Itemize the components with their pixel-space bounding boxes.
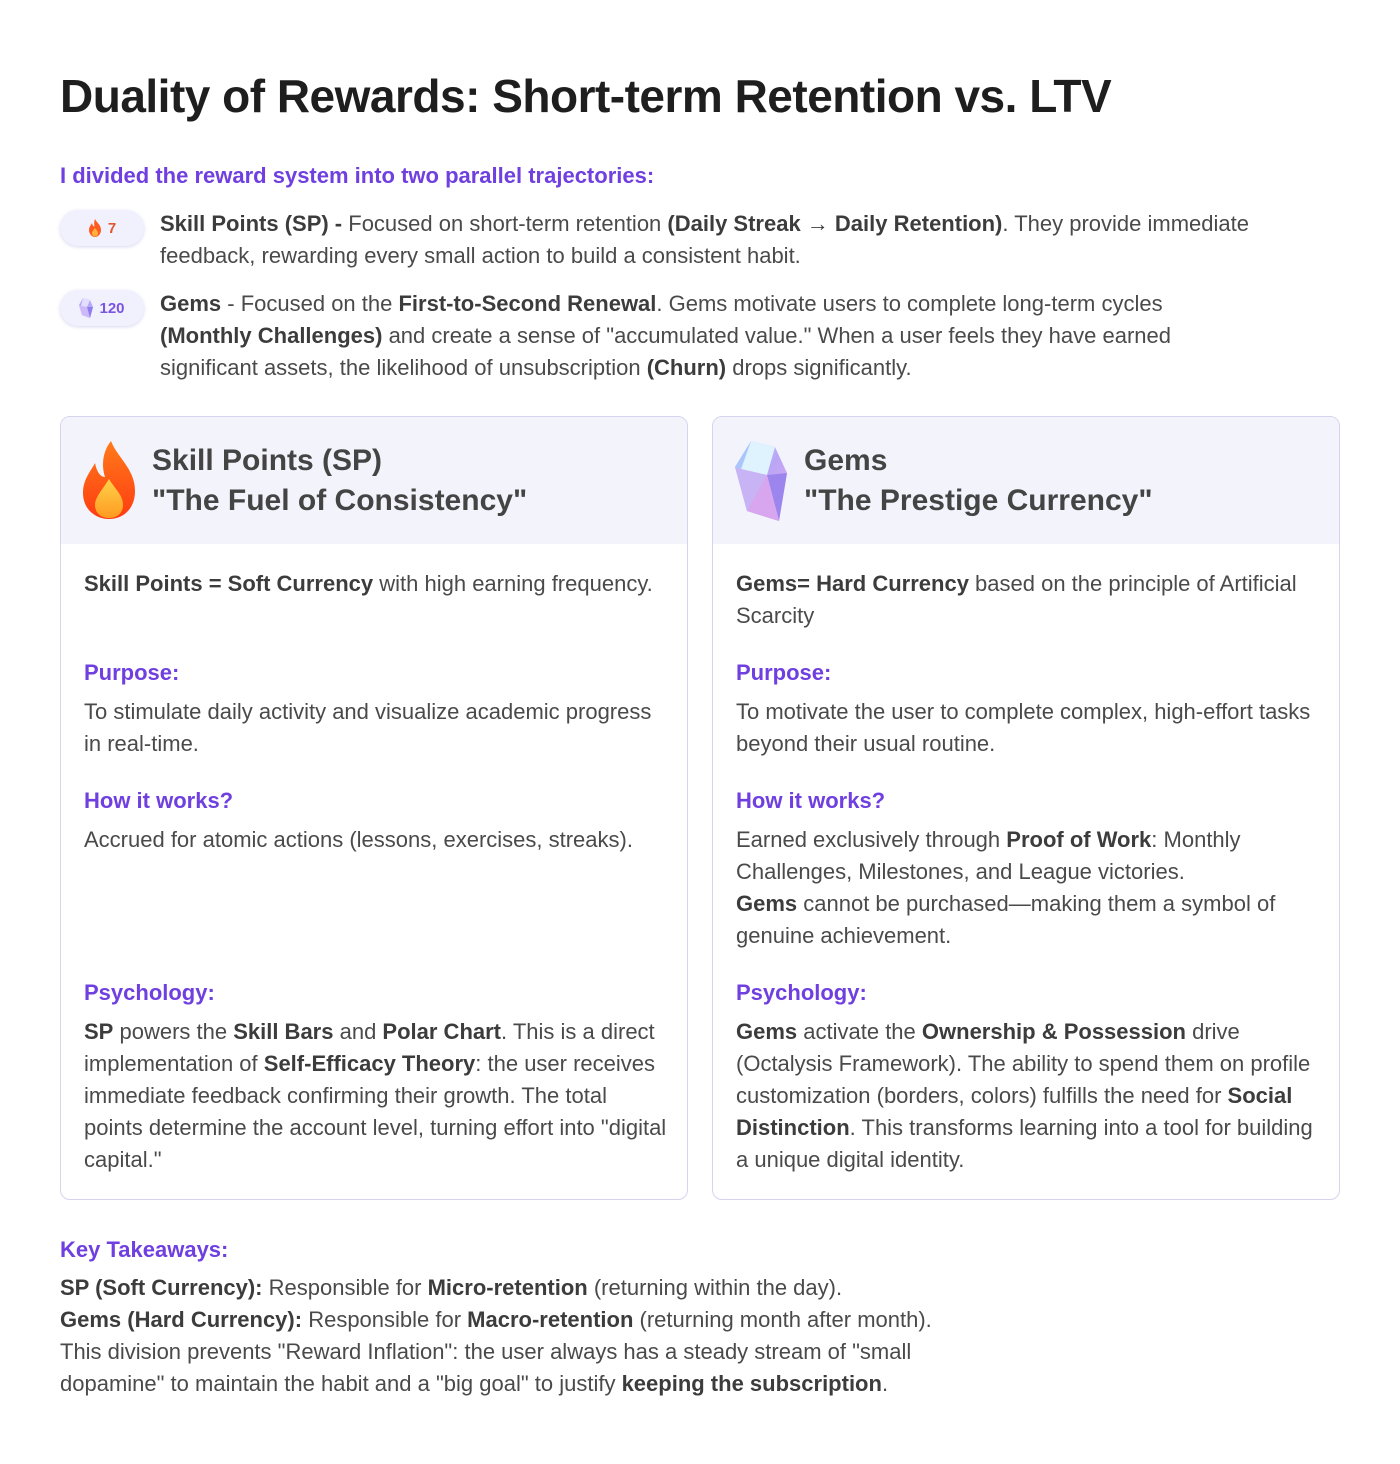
gems-how-text: Earned exclusively through Proof of Work: Monthly Challenges, Milestones, and League victories. Gems cannot be purchased—making them a symbol of genuine achievement. xyxy=(736,827,1276,948)
gems-purpose-text: To motivate the user to complete complex, high-effort tasks beyond their usual routine. xyxy=(736,699,1311,756)
gem-icon xyxy=(733,439,789,523)
gems-card-intro: Gems= Hard Currency based on the principle of Artificial Scarcity xyxy=(736,571,1297,628)
gem-icon xyxy=(79,298,93,318)
sp-psychology-label: Psychology: xyxy=(84,980,215,1005)
sp-psychology-text: SP powers the Skill Bars and Polar Chart. This is a direct implementation of Self-Efficacy Theory: the user receives immediate feedback confirming their growth. The total points determine the account level, turning effort into "digital capital." xyxy=(84,1019,667,1172)
gems-badge-value: 120 xyxy=(99,299,125,317)
sp-badge-value: 7 xyxy=(107,219,117,237)
key-takeaways-text xyxy=(60,1272,1020,1400)
sp-purpose-text: To stimulate daily activity and visualize academic progress in real-time. xyxy=(84,699,652,756)
sp-badge xyxy=(60,210,144,246)
fire-icon xyxy=(81,439,137,523)
takeaway-sp: SP (Soft Currency): Responsible for Micro-retention (returning within the day). xyxy=(60,1275,843,1300)
sp-card xyxy=(60,416,688,1200)
gems-card-title: Gems "The Prestige Currency" xyxy=(804,444,1153,517)
sp-purpose-label: Purpose: xyxy=(84,660,180,685)
sp-card-intro: Skill Points = Soft Currency with high earning frequency. xyxy=(84,571,653,596)
gems-how-label: How it works? xyxy=(736,788,886,813)
intro-text: I divided the reward system into two parallel trajectories: xyxy=(60,163,655,188)
takeaway-gems: Gems (Hard Currency): Responsible for Macro-retention (returning month after month). xyxy=(60,1307,932,1332)
gems-card xyxy=(712,416,1340,1200)
sp-card-title: Skill Points (SP) "The Fuel of Consistency" xyxy=(152,444,528,517)
gems-purpose-label: Purpose: xyxy=(736,660,832,685)
key-takeaways-label: Key Takeaways: xyxy=(60,1237,229,1262)
fire-icon xyxy=(88,219,102,237)
gems-badge xyxy=(60,290,144,326)
gems-card-header xyxy=(713,417,1339,544)
sp-how-label: How it works? xyxy=(84,788,234,813)
gems-psychology-text: Gems activate the Ownership & Possession drive (Octalysis Framework). The ability to spend them on profile customization (borders, colors) fulfills the need for Social Distinction. This transforms learning into a tool for building a unique digital identity. xyxy=(736,1019,1313,1172)
sp-how-text: Accrued for atomic actions (lessons, exercises, streaks). xyxy=(84,827,633,852)
gems-description: Gems - Focused on the First-to-Second Renewal. Gems motivate users to complete long-term cycles (Monthly Challenges) and create a sense of "accumulated value." When a user feels they have earned significant assets, the likelihood of unsubscription (Churn) drops significantly. xyxy=(160,291,1171,380)
page-title: Duality of Rewards: Short-term Retention vs. LTV xyxy=(60,70,1112,122)
gems-psychology-label: Psychology: xyxy=(736,980,867,1005)
sp-description: Skill Points (SP) - Focused on short-term retention (Daily Streak → Daily Retention). They provide immediate feedback, rewarding every small action to build a consistent habit. xyxy=(160,211,1249,268)
sp-card-header xyxy=(61,417,687,544)
takeaway-summary: This division prevents "Reward Inflation": the user always has a steady stream of "small dopamine" to maintain the habit and a "big goal" to justify keeping the subscription. xyxy=(60,1339,912,1396)
